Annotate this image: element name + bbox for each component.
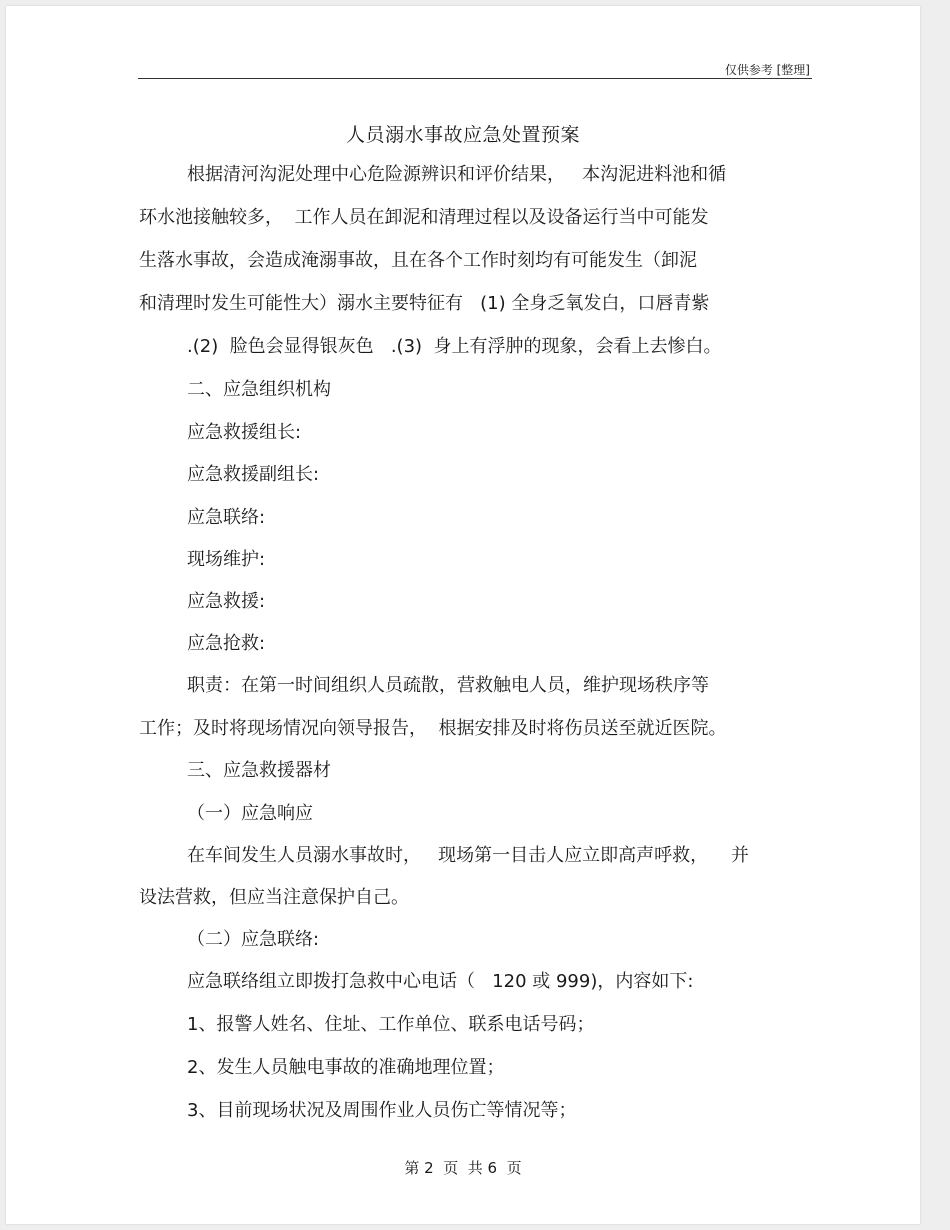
document-title: 人员溺水事故应急处置预案 bbox=[345, 124, 580, 146]
list-item: 现场维护: bbox=[187, 549, 266, 570]
subsection-heading: （二）应急联络: bbox=[187, 929, 320, 950]
document-page bbox=[6, 6, 920, 1224]
list-item: 应急抢救: bbox=[187, 633, 266, 654]
list-item: 应急救援副组长: bbox=[187, 464, 320, 485]
list-item: 应急救援组长: bbox=[187, 422, 302, 443]
section-heading: 二、应急组织机构 bbox=[187, 379, 331, 400]
paragraph-line: 工作；及时将现场情况向领导报告， 根据安排及时将伤员送至就近医院。 bbox=[139, 718, 727, 739]
list-item: 3、目前现场状况及周围作业人员伤亡等情况等； bbox=[187, 1100, 577, 1121]
subsection-heading: （一）应急响应 bbox=[187, 803, 313, 824]
section-heading: 三、应急救援器材 bbox=[187, 760, 331, 781]
paragraph-line: 设法营救，但应当注意保护自己。 bbox=[139, 887, 409, 908]
paragraph-line: 环水池接触较多， 工作人员在卸泥和清理过程以及设备运行当中可能发 bbox=[139, 207, 709, 228]
list-item: 应急救援: bbox=[187, 591, 266, 612]
paragraph-line: 根据清河沟泥处理中心危险源辨识和评价结果， 本沟泥进料池和循 bbox=[187, 164, 727, 185]
header-note: 仅供参考 [整理] bbox=[724, 63, 810, 77]
list-item: 应急联络: bbox=[187, 507, 266, 528]
list-item: 2、发生人员触电事故的准确地理位置； bbox=[187, 1057, 505, 1078]
header-divider bbox=[138, 78, 812, 79]
paragraph-line: 在车间发生人员溺水事故时， 现场第一目击人应立即高声呼救， 并 bbox=[187, 845, 750, 866]
list-item: 1、报警人姓名、住址、工作单位、联系电话号码； bbox=[187, 1014, 595, 1035]
paragraph-line: 应急联络组立即拨打急救中心电话（ 120 或 999)，内容如下: bbox=[187, 971, 694, 992]
page-number-footer: 第 2 页 共 6 页 bbox=[404, 1159, 522, 1177]
paragraph-line: .(2) 脸色会显得银灰色 .(3) 身上有浮肿的现象，会看上去惨白。 bbox=[187, 336, 722, 357]
paragraph-line: 生落水事故，会造成淹溺事故，且在各个工作时刻均有可能发生（卸泥 bbox=[139, 250, 697, 271]
paragraph-line: 和清理时发生可能性大）溺水主要特征有 (1) 全身乏氧发白，口唇青紫 bbox=[139, 293, 710, 314]
paragraph-line: 职责：在第一时间组织人员疏散，营救触电人员，维护现场秩序等 bbox=[187, 675, 709, 696]
